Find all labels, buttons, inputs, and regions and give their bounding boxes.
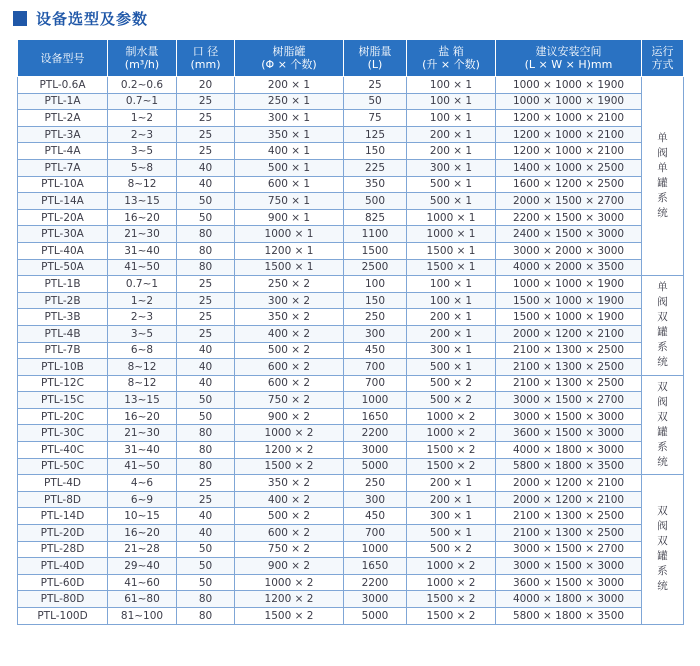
cell-install-space: 2100 × 1300 × 2500 <box>496 342 642 359</box>
table-row <box>18 110 684 127</box>
cell-diameter: 25 <box>177 126 235 143</box>
cell-install-space: 1000 × 1000 × 1900 <box>496 93 642 110</box>
cell-brine-tank: 500 × 1 <box>407 176 496 193</box>
table-row <box>18 93 684 110</box>
header-line: (升 × 个数) <box>422 58 480 71</box>
cell-brine-tank: 300 × 1 <box>407 342 496 359</box>
cell-diameter: 25 <box>177 309 235 326</box>
cell-diameter: 80 <box>177 458 235 475</box>
cell-resin-tank: 200 × 1 <box>235 77 344 94</box>
header-line: (L) <box>367 58 383 71</box>
cell-diameter: 40 <box>177 375 235 392</box>
cell-resin-tank: 1500 × 1 <box>235 259 344 276</box>
cell-diameter: 25 <box>177 325 235 342</box>
cell-model: PTL-10B <box>18 359 108 376</box>
table-row <box>18 508 684 525</box>
cell-model: PTL-2A <box>18 110 108 127</box>
cell-resin-tank: 1000 × 2 <box>235 425 344 442</box>
table-row <box>18 242 684 259</box>
cell-brine-tank: 1500 × 1 <box>407 259 496 276</box>
cell-resin-volume: 125 <box>344 126 407 143</box>
table-row <box>18 226 684 243</box>
cell-resin-tank: 500 × 2 <box>235 342 344 359</box>
cell-flow: 21~30 <box>108 226 177 243</box>
cell-install-space: 4000 × 2000 × 3500 <box>496 259 642 276</box>
table-row <box>18 359 684 376</box>
cell-resin-tank: 1200 × 2 <box>235 442 344 459</box>
cell-brine-tank: 1500 × 1 <box>407 242 496 259</box>
cell-install-space: 3600 × 1500 × 3000 <box>496 425 642 442</box>
table-row <box>18 491 684 508</box>
cell-flow: 8~12 <box>108 176 177 193</box>
table-header <box>18 40 684 77</box>
cell-install-space: 1000 × 1000 × 1900 <box>496 77 642 94</box>
cell-model: PTL-7A <box>18 159 108 176</box>
cell-model: PTL-14D <box>18 508 108 525</box>
cell-brine-tank: 1000 × 2 <box>407 408 496 425</box>
cell-flow: 13~15 <box>108 392 177 409</box>
cell-install-space: 3000 × 1500 × 2700 <box>496 392 642 409</box>
header-install-space <box>496 40 642 77</box>
cell-brine-tank: 1000 × 2 <box>407 574 496 591</box>
cell-flow: 4~6 <box>108 475 177 492</box>
cell-flow: 5~8 <box>108 159 177 176</box>
cell-install-space: 2100 × 1300 × 2500 <box>496 525 642 542</box>
cell-model: PTL-4A <box>18 143 108 160</box>
cell-flow: 3~5 <box>108 143 177 160</box>
cell-install-space: 2000 × 1200 × 2100 <box>496 325 642 342</box>
cell-resin-volume: 2500 <box>344 259 407 276</box>
cell-model: PTL-20D <box>18 525 108 542</box>
cell-flow: 31~40 <box>108 242 177 259</box>
cell-install-space: 1200 × 1000 × 2100 <box>496 126 642 143</box>
cell-install-space: 3000 × 1500 × 3000 <box>496 408 642 425</box>
cell-model: PTL-12C <box>18 375 108 392</box>
cell-flow: 16~20 <box>108 209 177 226</box>
cell-model: PTL-0.6A <box>18 77 108 94</box>
cell-resin-volume: 150 <box>344 143 407 160</box>
cell-model: PTL-30A <box>18 226 108 243</box>
cell-flow: 0.2~0.6 <box>108 77 177 94</box>
cell-model: PTL-14A <box>18 193 108 210</box>
header-line: 盐 箱 <box>438 45 464 58</box>
cell-resin-volume: 25 <box>344 77 407 94</box>
table-row <box>18 558 684 575</box>
cell-resin-tank: 750 × 2 <box>235 541 344 558</box>
header-mode <box>642 40 684 77</box>
table-row <box>18 408 684 425</box>
cell-brine-tank: 100 × 1 <box>407 93 496 110</box>
cell-model: PTL-40A <box>18 242 108 259</box>
header-line: 树脂罐 <box>272 45 306 58</box>
cell-resin-tank: 900 × 2 <box>235 558 344 575</box>
cell-brine-tank: 1000 × 1 <box>407 209 496 226</box>
cell-install-space: 1500 × 1000 × 1900 <box>496 309 642 326</box>
cell-model: PTL-20A <box>18 209 108 226</box>
header-line: 口 径 <box>192 45 219 58</box>
cell-flow: 13~15 <box>108 193 177 210</box>
table-row <box>18 209 684 226</box>
cell-flow: 41~50 <box>108 259 177 276</box>
cell-flow: 81~100 <box>108 608 177 625</box>
cell-brine-tank: 500 × 1 <box>407 525 496 542</box>
table-row <box>18 309 684 326</box>
cell-install-space: 1500 × 1000 × 1900 <box>496 292 642 309</box>
cell-diameter: 80 <box>177 608 235 625</box>
table-row <box>18 342 684 359</box>
cell-flow: 16~20 <box>108 525 177 542</box>
cell-model: PTL-15C <box>18 392 108 409</box>
cell-diameter: 25 <box>177 143 235 160</box>
cell-brine-tank: 200 × 1 <box>407 143 496 160</box>
table-row <box>18 475 684 492</box>
cell-install-space: 2400 × 1500 × 3000 <box>496 226 642 243</box>
cell-diameter: 50 <box>177 558 235 575</box>
cell-brine-tank: 200 × 1 <box>407 309 496 326</box>
header-line: (L × W × H)mm <box>524 58 613 71</box>
header-line: 方式 <box>651 58 674 71</box>
cell-model: PTL-50A <box>18 259 108 276</box>
cell-resin-volume: 825 <box>344 209 407 226</box>
cell-brine-tank: 200 × 1 <box>407 491 496 508</box>
cell-resin-volume: 50 <box>344 93 407 110</box>
cell-resin-tank: 600 × 2 <box>235 525 344 542</box>
cell-diameter: 50 <box>177 209 235 226</box>
cell-resin-volume: 3000 <box>344 442 407 459</box>
cell-model: PTL-8D <box>18 491 108 508</box>
cell-resin-tank: 600 × 1 <box>235 176 344 193</box>
header-diameter <box>177 40 235 77</box>
cell-brine-tank: 200 × 1 <box>407 126 496 143</box>
cell-brine-tank: 500 × 2 <box>407 375 496 392</box>
table-row <box>18 541 684 558</box>
cell-diameter: 25 <box>177 276 235 293</box>
cell-install-space: 2000 × 1500 × 2700 <box>496 193 642 210</box>
cell-brine-tank: 1000 × 2 <box>407 558 496 575</box>
cell-resin-tank: 900 × 1 <box>235 209 344 226</box>
cell-model: PTL-3A <box>18 126 108 143</box>
cell-diameter: 25 <box>177 491 235 508</box>
cell-resin-volume: 1500 <box>344 242 407 259</box>
cell-flow: 21~28 <box>108 541 177 558</box>
cell-resin-volume: 1000 <box>344 541 407 558</box>
cell-resin-tank: 400 × 2 <box>235 491 344 508</box>
cell-install-space: 5800 × 1800 × 3500 <box>496 608 642 625</box>
cell-flow: 0.7~1 <box>108 276 177 293</box>
cell-brine-tank: 200 × 1 <box>407 475 496 492</box>
cell-resin-volume: 250 <box>344 309 407 326</box>
cell-resin-tank: 250 × 2 <box>235 276 344 293</box>
cell-resin-volume: 1650 <box>344 558 407 575</box>
cell-diameter: 25 <box>177 475 235 492</box>
table-row <box>18 608 684 625</box>
cell-mode: 双 阀 双 罐 系 统 <box>642 475 684 624</box>
cell-model: PTL-50C <box>18 458 108 475</box>
cell-resin-tank: 350 × 1 <box>235 126 344 143</box>
cell-resin-volume: 75 <box>344 110 407 127</box>
cell-install-space: 1200 × 1000 × 2100 <box>496 143 642 160</box>
table-row <box>18 458 684 475</box>
cell-resin-volume: 350 <box>344 176 407 193</box>
header-line: 设备型号 <box>40 51 85 65</box>
cell-resin-volume: 500 <box>344 193 407 210</box>
cell-diameter: 50 <box>177 408 235 425</box>
cell-install-space: 1000 × 1000 × 1900 <box>496 276 642 293</box>
cell-diameter: 40 <box>177 342 235 359</box>
cell-resin-volume: 150 <box>344 292 407 309</box>
cell-resin-volume: 700 <box>344 525 407 542</box>
cell-diameter: 40 <box>177 525 235 542</box>
cell-flow: 8~12 <box>108 359 177 376</box>
table-row <box>18 77 684 94</box>
cell-diameter: 40 <box>177 359 235 376</box>
cell-flow: 0.7~1 <box>108 93 177 110</box>
header-line: (Φ × 个数) <box>261 58 317 71</box>
cell-resin-volume: 300 <box>344 325 407 342</box>
cell-model: PTL-60D <box>18 574 108 591</box>
cell-install-space: 1400 × 1000 × 2500 <box>496 159 642 176</box>
header-line: 制水量 <box>125 45 159 58</box>
table-row <box>18 325 684 342</box>
cell-diameter: 80 <box>177 591 235 608</box>
cell-install-space: 2000 × 1200 × 2100 <box>496 491 642 508</box>
cell-brine-tank: 100 × 1 <box>407 292 496 309</box>
cell-resin-tank: 600 × 2 <box>235 359 344 376</box>
cell-model: PTL-40C <box>18 442 108 459</box>
cell-flow: 3~5 <box>108 325 177 342</box>
cell-resin-tank: 1200 × 2 <box>235 591 344 608</box>
cell-resin-tank: 1500 × 2 <box>235 608 344 625</box>
cell-resin-tank: 1000 × 2 <box>235 574 344 591</box>
cell-brine-tank: 100 × 1 <box>407 77 496 94</box>
cell-diameter: 80 <box>177 226 235 243</box>
cell-diameter: 80 <box>177 425 235 442</box>
table-row <box>18 591 684 608</box>
cell-diameter: 25 <box>177 93 235 110</box>
cell-resin-tank: 1200 × 1 <box>235 242 344 259</box>
cell-brine-tank: 1500 × 2 <box>407 442 496 459</box>
cell-install-space: 3000 × 1500 × 3000 <box>496 558 642 575</box>
cell-flow: 8~12 <box>108 375 177 392</box>
cell-install-space: 2100 × 1300 × 2500 <box>496 508 642 525</box>
cell-resin-tank: 600 × 2 <box>235 375 344 392</box>
cell-model: PTL-100D <box>18 608 108 625</box>
cell-diameter: 50 <box>177 541 235 558</box>
cell-install-space: 3000 × 2000 × 3000 <box>496 242 642 259</box>
cell-resin-volume: 5000 <box>344 458 407 475</box>
cell-resin-tank: 350 × 2 <box>235 309 344 326</box>
header-resin-tank <box>235 40 344 77</box>
table-body <box>18 77 684 625</box>
cell-install-space: 5800 × 1800 × 3500 <box>496 458 642 475</box>
cell-flow: 21~30 <box>108 425 177 442</box>
cell-brine-tank: 1000 × 1 <box>407 226 496 243</box>
cell-diameter: 25 <box>177 110 235 127</box>
table-row <box>18 425 684 442</box>
cell-flow: 16~20 <box>108 408 177 425</box>
cell-resin-tank: 1500 × 2 <box>235 458 344 475</box>
header-line: 运行 <box>651 45 674 58</box>
page-title: 设备选型及参数 <box>36 9 149 28</box>
cell-resin-volume: 100 <box>344 276 407 293</box>
cell-resin-volume: 1100 <box>344 226 407 243</box>
cell-install-space: 1200 × 1000 × 2100 <box>496 110 642 127</box>
cell-install-space: 2000 × 1200 × 2100 <box>496 475 642 492</box>
cell-flow: 1~2 <box>108 110 177 127</box>
cell-install-space: 3600 × 1500 × 3000 <box>496 574 642 591</box>
cell-flow: 29~40 <box>108 558 177 575</box>
cell-resin-tank: 350 × 2 <box>235 475 344 492</box>
cell-brine-tank: 300 × 1 <box>407 159 496 176</box>
cell-resin-volume: 5000 <box>344 608 407 625</box>
cell-model: PTL-20C <box>18 408 108 425</box>
cell-flow: 1~2 <box>108 292 177 309</box>
cell-brine-tank: 1500 × 2 <box>407 608 496 625</box>
cell-mode: 单 阀 双 罐 系 统 <box>642 276 684 376</box>
table-row <box>18 574 684 591</box>
cell-resin-volume: 225 <box>344 159 407 176</box>
cell-resin-tank: 300 × 1 <box>235 110 344 127</box>
cell-diameter: 40 <box>177 176 235 193</box>
header-brine-tank <box>407 40 496 77</box>
cell-model: PTL-2B <box>18 292 108 309</box>
cell-install-space: 2100 × 1300 × 2500 <box>496 359 642 376</box>
table-row <box>18 126 684 143</box>
cell-diameter: 50 <box>177 574 235 591</box>
table-row <box>18 375 684 392</box>
table-row <box>18 193 684 210</box>
cell-resin-tank: 900 × 2 <box>235 408 344 425</box>
cell-brine-tank: 500 × 2 <box>407 541 496 558</box>
cell-model: PTL-40D <box>18 558 108 575</box>
cell-mode: 双 阀 双 罐 系 统 <box>642 375 684 475</box>
cell-install-space: 4000 × 1800 × 3000 <box>496 442 642 459</box>
cell-model: PTL-80D <box>18 591 108 608</box>
cell-brine-tank: 100 × 1 <box>407 276 496 293</box>
table-row <box>18 159 684 176</box>
cell-model: PTL-3B <box>18 309 108 326</box>
cell-diameter: 40 <box>177 159 235 176</box>
cell-brine-tank: 1500 × 2 <box>407 458 496 475</box>
cell-brine-tank: 100 × 1 <box>407 110 496 127</box>
cell-resin-tank: 750 × 2 <box>235 392 344 409</box>
cell-flow: 2~3 <box>108 126 177 143</box>
cell-model: PTL-4B <box>18 325 108 342</box>
table-row <box>18 292 684 309</box>
cell-diameter: 50 <box>177 392 235 409</box>
cell-flow: 41~60 <box>108 574 177 591</box>
cell-install-space: 4000 × 1800 × 3000 <box>496 591 642 608</box>
cell-model: PTL-1B <box>18 276 108 293</box>
cell-install-space: 1600 × 1200 × 2500 <box>496 176 642 193</box>
cell-install-space: 3000 × 1500 × 2700 <box>496 541 642 558</box>
table-row <box>18 176 684 193</box>
cell-diameter: 25 <box>177 292 235 309</box>
cell-resin-tank: 400 × 2 <box>235 325 344 342</box>
header-flow <box>108 40 177 77</box>
cell-brine-tank: 500 × 2 <box>407 392 496 409</box>
header-line: 建议安装空间 <box>535 45 602 58</box>
cell-resin-tank: 500 × 2 <box>235 508 344 525</box>
cell-resin-tank: 400 × 1 <box>235 143 344 160</box>
cell-resin-volume: 300 <box>344 491 407 508</box>
cell-install-space: 2200 × 1500 × 3000 <box>496 209 642 226</box>
cell-brine-tank: 500 × 1 <box>407 193 496 210</box>
table-row <box>18 259 684 276</box>
cell-resin-volume: 250 <box>344 475 407 492</box>
cell-flow: 61~80 <box>108 591 177 608</box>
header-line: (m³/h) <box>124 58 160 71</box>
cell-resin-volume: 3000 <box>344 591 407 608</box>
cell-model: PTL-28D <box>18 541 108 558</box>
spec-table <box>17 39 684 625</box>
cell-resin-tank: 300 × 2 <box>235 292 344 309</box>
cell-model: PTL-10A <box>18 176 108 193</box>
cell-diameter: 80 <box>177 442 235 459</box>
cell-install-space: 2100 × 1300 × 2500 <box>496 375 642 392</box>
cell-brine-tank: 300 × 1 <box>407 508 496 525</box>
cell-resin-volume: 2200 <box>344 574 407 591</box>
cell-resin-volume: 2200 <box>344 425 407 442</box>
cell-resin-tank: 500 × 1 <box>235 159 344 176</box>
cell-resin-volume: 1000 <box>344 392 407 409</box>
cell-diameter: 80 <box>177 259 235 276</box>
cell-resin-volume: 700 <box>344 375 407 392</box>
cell-mode: 单 阀 单 罐 系 统 <box>642 77 684 276</box>
table-row <box>18 276 684 293</box>
cell-model: PTL-7B <box>18 342 108 359</box>
cell-flow: 10~15 <box>108 508 177 525</box>
header-model <box>18 40 108 77</box>
cell-brine-tank: 200 × 1 <box>407 325 496 342</box>
cell-resin-volume: 450 <box>344 508 407 525</box>
section-title <box>13 6 148 30</box>
cell-resin-tank: 1000 × 1 <box>235 226 344 243</box>
header-resin-volume <box>344 40 407 77</box>
cell-flow: 6~8 <box>108 342 177 359</box>
table-row <box>18 525 684 542</box>
table-row <box>18 143 684 160</box>
cell-model: PTL-1A <box>18 93 108 110</box>
cell-resin-volume: 1650 <box>344 408 407 425</box>
cell-resin-tank: 750 × 1 <box>235 193 344 210</box>
cell-flow: 31~40 <box>108 442 177 459</box>
cell-resin-volume: 700 <box>344 359 407 376</box>
cell-model: PTL-4D <box>18 475 108 492</box>
header-line: (mm) <box>190 58 221 71</box>
cell-brine-tank: 500 × 1 <box>407 359 496 376</box>
cell-diameter: 80 <box>177 242 235 259</box>
cell-brine-tank: 1500 × 2 <box>407 591 496 608</box>
cell-diameter: 50 <box>177 193 235 210</box>
cell-resin-volume: 450 <box>344 342 407 359</box>
cell-resin-tank: 250 × 1 <box>235 93 344 110</box>
table-row <box>18 442 684 459</box>
title-marker <box>13 11 27 26</box>
cell-flow: 2~3 <box>108 309 177 326</box>
cell-brine-tank: 1000 × 2 <box>407 425 496 442</box>
table-row <box>18 392 684 409</box>
cell-diameter: 40 <box>177 508 235 525</box>
cell-diameter: 20 <box>177 77 235 94</box>
header-line: 树脂量 <box>358 45 392 58</box>
cell-flow: 6~9 <box>108 491 177 508</box>
cell-flow: 41~50 <box>108 458 177 475</box>
cell-model: PTL-30C <box>18 425 108 442</box>
